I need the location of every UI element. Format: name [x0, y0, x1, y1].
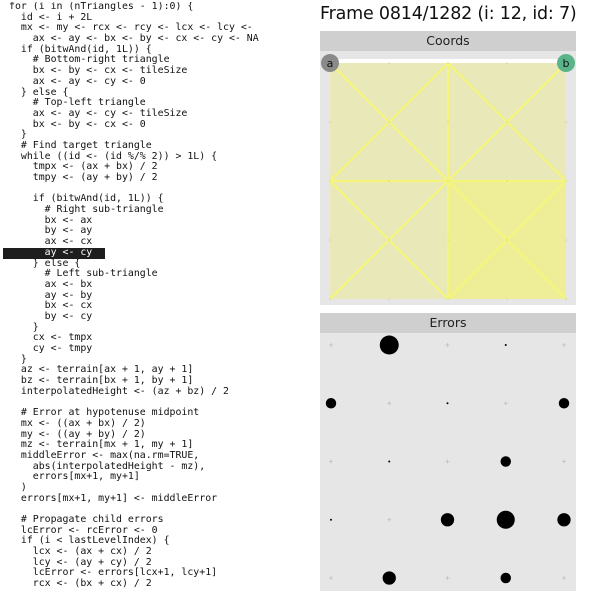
- code-line: bx <- ax: [9, 214, 93, 226]
- code-line: bx <- by <- cx <- tileSize: [9, 65, 188, 77]
- grid-vertex: [447, 121, 449, 123]
- grid-vertex: [565, 121, 567, 123]
- code-line: interpolatedHeight <- (az + bz) / 2: [9, 385, 229, 397]
- errors-panel-title: Errors: [320, 313, 576, 333]
- grid-vertex: [447, 180, 449, 182]
- vertex-b-label: b: [562, 57, 570, 70]
- grid-vertex: [388, 180, 390, 182]
- grid-vertex: [388, 239, 390, 241]
- code-line: if (bitwAnd(id, 1L)) {: [9, 43, 152, 55]
- grid-vertex: [329, 298, 331, 300]
- error-dot: [557, 513, 570, 526]
- coords-panel-title: Coords: [320, 31, 576, 51]
- grid-vertex: [506, 62, 508, 64]
- code-line: # Top-left triangle: [9, 97, 146, 109]
- grid-vertex: [447, 239, 449, 241]
- error-dot: [505, 344, 507, 346]
- code-line: bz <- terrain[bx + 1, by + 1]: [9, 375, 194, 387]
- code-line-current: ay <- cy: [3, 248, 105, 259]
- error-dot: [497, 511, 515, 529]
- code-line: ax <- ay <- cy <- tileSize: [9, 107, 188, 119]
- code-line: cy <- tmpy: [9, 343, 93, 354]
- grid-vertex: [388, 62, 390, 64]
- code-line: mx <- ((ax + bx) / 2): [9, 417, 146, 429]
- code-line: ax <- ay <- bx <- by <- cx <- cy <- NA: [9, 33, 259, 45]
- code-line: if (bitwAnd(id, 1L)) {: [9, 193, 164, 205]
- code-line: middleError <- max(na.rm=TRUE,: [9, 449, 200, 461]
- code-line: # Left sub-triangle: [9, 268, 158, 280]
- code-line: cx <- tmpx: [9, 332, 93, 344]
- code-line: }: [9, 129, 27, 141]
- code-line: bx <- cx: [9, 300, 93, 312]
- grid-vertex: [506, 239, 508, 241]
- frame-title: Frame 0814/1282 (i: 12, id: 7): [320, 4, 577, 24]
- coords-panel: [320, 31, 576, 305]
- code-line: # Right sub-triangle: [9, 204, 164, 216]
- code-line: } else {: [9, 86, 69, 98]
- code-line: lcx <- (ax + cx) / 2: [9, 546, 152, 558]
- error-dot: [501, 456, 511, 466]
- coords-plot: [320, 51, 576, 305]
- code-line: for (i in (nTriangles - 1):0) {: [9, 2, 194, 12]
- code-line: bx <- by <- cx <- 0: [9, 118, 146, 130]
- grid-vertex: [506, 180, 508, 182]
- code-line: by <- ay: [9, 225, 93, 237]
- vertex-a-label: a: [326, 57, 334, 70]
- code-line: errors[mx+1, my+1] <- middleError: [9, 492, 218, 504]
- code-line: tmpx <- (ax + bx) / 2: [9, 161, 158, 173]
- code-line: lcError <- rcError <- 0: [9, 524, 158, 536]
- grid-vertex: [329, 180, 331, 182]
- code-line: ay <- by: [9, 289, 93, 301]
- code-line: ax <- bx: [9, 278, 93, 290]
- code-line: abs(interpolatedHeight - mz),: [9, 460, 206, 472]
- grid-vertex: [329, 121, 331, 123]
- code-line: id <- i + 2L: [9, 11, 93, 23]
- code-line: by <- cy: [9, 310, 93, 322]
- error-dot: [326, 398, 336, 408]
- error-dot: [447, 402, 449, 404]
- error-dot: [388, 461, 390, 463]
- grid-vertex: [565, 298, 567, 300]
- code-line: } else {: [9, 257, 81, 269]
- grid-vertex: [565, 180, 567, 182]
- code-line: }: [9, 321, 39, 333]
- grid-vertex: [506, 298, 508, 300]
- error-dot: [559, 398, 569, 408]
- code-line: # Find target triangle: [9, 139, 152, 151]
- code-line: rcx <- (bx + cx) / 2: [9, 578, 152, 590]
- code-line: lcError <- errors[lcx+1, lcy+1]: [9, 567, 218, 579]
- code-line: # Bottom-right triangle: [9, 54, 170, 66]
- grid-vertex: [329, 239, 331, 241]
- code-line: mz <- terrain[mx + 1, my + 1]: [9, 439, 194, 451]
- code-line: }: [9, 353, 27, 365]
- error-dot: [441, 513, 454, 526]
- code-line: ): [9, 481, 27, 493]
- code-line: tmpy <- (ay + by) / 2: [9, 172, 158, 183]
- code-line: az <- terrain[ax + 1, ay + 1]: [9, 364, 194, 376]
- code-line: my <- ((ay + by) / 2): [9, 428, 146, 440]
- code-line: while ((id <- (id %/% 2)) > 1L) {: [9, 150, 218, 162]
- error-dot: [380, 336, 399, 355]
- code-line: # Error at hypotenuse midpoint: [9, 407, 200, 419]
- errors-panel: [320, 313, 576, 591]
- grid-vertex: [447, 62, 449, 64]
- code-line: errors[mx+1, my+1]: [9, 471, 140, 483]
- code-line: # Propagate child errors: [9, 514, 164, 525]
- error-dot: [330, 519, 332, 521]
- code-line: mx <- my <- rcx <- rcy <- lcx <- lcy <-: [9, 22, 253, 34]
- error-dot: [501, 573, 511, 583]
- grid-vertex: [447, 298, 449, 300]
- code-line: ax <- ay <- cy <- 0: [9, 75, 146, 87]
- errors-plot: [320, 333, 576, 591]
- code-line: lcy <- (ay + cy) / 2: [9, 556, 152, 568]
- code-line: if (i < lastLevelIndex) {: [9, 535, 170, 547]
- grid-vertex: [388, 121, 390, 123]
- code-line: ax <- cx: [9, 236, 93, 248]
- grid-vertex: [506, 121, 508, 123]
- grid-vertex: [565, 239, 567, 241]
- grid-vertex: [388, 298, 390, 300]
- error-dot: [383, 571, 396, 584]
- code-listing: [0, 2, 312, 600]
